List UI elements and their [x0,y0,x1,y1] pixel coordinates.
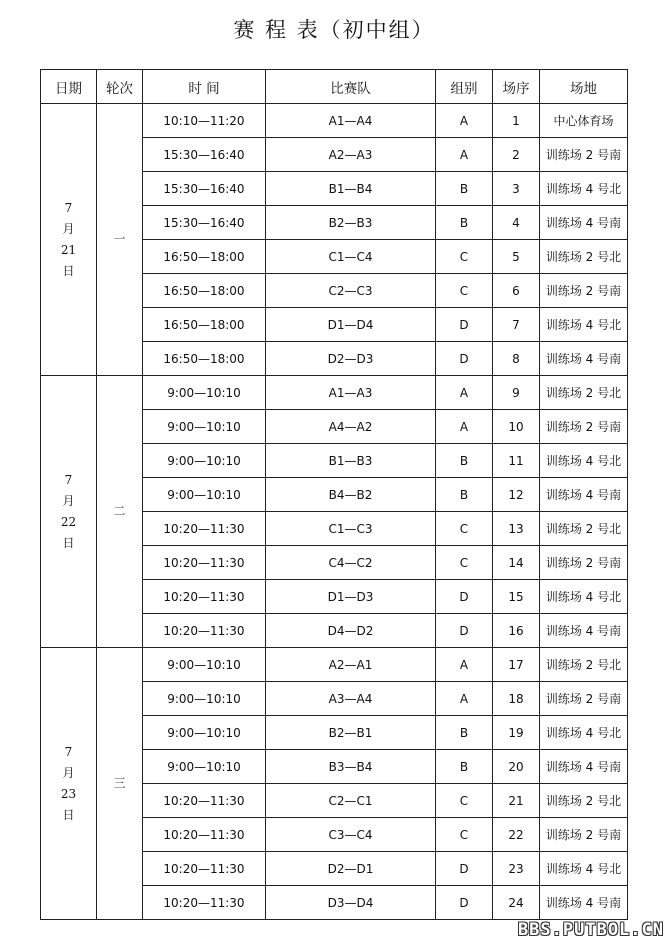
venue-cell: 训练场 2 号北 [540,376,628,410]
time-cell: 9:00—10:10 [143,682,266,716]
round-cell: 一 [97,104,143,376]
venue-cell: 训练场 2 号北 [540,512,628,546]
time-cell: 10:20—11:30 [143,580,266,614]
date-cell [41,648,97,920]
date-line: 日 [62,263,75,278]
header-round: 轮次 [97,70,143,104]
teams-cell: A2—A3 [266,138,436,172]
time-cell: 10:10—11:20 [143,104,266,138]
venue-cell: 训练场 2 号南 [540,682,628,716]
venue-cell: 训练场 4 号南 [540,206,628,240]
venue-cell: 训练场 4 号北 [540,852,628,886]
round-cell: 二 [97,376,143,648]
venue-cell: 训练场 4 号南 [540,886,628,920]
date-line: 23 [60,786,77,801]
date-cell [41,376,97,648]
group-cell: D [436,614,493,648]
venue-cell: 训练场 4 号北 [540,308,628,342]
match-no-cell: 11 [493,444,540,478]
match-no-cell: 24 [493,886,540,920]
watermark: BBS.PUTBOL.CN [517,920,664,940]
group-cell: A [436,648,493,682]
teams-cell: A2—A1 [266,648,436,682]
time-cell: 10:20—11:30 [143,546,266,580]
venue-cell: 训练场 2 号南 [540,138,628,172]
match-no-cell: 18 [493,682,540,716]
match-no-cell: 20 [493,750,540,784]
group-cell: A [436,104,493,138]
group-cell: C [436,546,493,580]
teams-cell: B1—B4 [266,172,436,206]
group-cell: C [436,818,493,852]
group-cell: B [436,750,493,784]
venue-cell: 训练场 2 号北 [540,240,628,274]
teams-cell: B4—B2 [266,478,436,512]
venue-cell: 训练场 4 号南 [540,750,628,784]
group-cell: A [436,376,493,410]
match-no-cell: 14 [493,546,540,580]
teams-cell: B3—B4 [266,750,436,784]
date-line: 22 [60,514,77,529]
header-row [41,70,628,104]
group-cell: A [436,410,493,444]
time-cell: 16:50—18:00 [143,274,266,308]
schedule-table [40,69,628,920]
group-cell: A [436,682,493,716]
header-time: 时 间 [143,70,266,104]
header-date: 日期 [41,70,97,104]
time-cell: 10:20—11:30 [143,818,266,852]
venue-cell: 训练场 2 号南 [540,274,628,308]
venue-cell: 训练场 4 号南 [540,478,628,512]
venue-cell: 训练场 2 号南 [540,546,628,580]
group-cell: D [436,342,493,376]
date-line: 月 [62,765,75,780]
teams-cell: C2—C1 [266,784,436,818]
table-row [41,104,628,138]
group-cell: B [436,444,493,478]
time-cell: 15:30—16:40 [143,206,266,240]
group-cell: C [436,274,493,308]
date-line: 7 [64,200,73,215]
round-cell: 三 [97,648,143,920]
date-line: 日 [62,807,75,822]
teams-cell: C1—C4 [266,240,436,274]
group-cell: D [436,852,493,886]
teams-cell: A1—A4 [266,104,436,138]
match-no-cell: 9 [493,376,540,410]
group-cell: B [436,206,493,240]
match-no-cell: 4 [493,206,540,240]
match-no-cell: 8 [493,342,540,376]
teams-cell: D1—D3 [266,580,436,614]
group-cell: C [436,512,493,546]
venue-cell: 训练场 2 号北 [540,784,628,818]
group-cell: D [436,886,493,920]
header-match-no: 场序 [493,70,540,104]
group-cell: C [436,784,493,818]
match-no-cell: 22 [493,818,540,852]
time-cell: 9:00—10:10 [143,478,266,512]
teams-cell: B2—B3 [266,206,436,240]
time-cell: 10:20—11:30 [143,852,266,886]
time-cell: 9:00—10:10 [143,376,266,410]
header-venue: 场地 [540,70,628,104]
match-no-cell: 2 [493,138,540,172]
venue-cell: 训练场 4 号北 [540,580,628,614]
time-cell: 9:00—10:10 [143,716,266,750]
date-line: 日 [62,535,75,550]
schedule-body [41,104,628,920]
date-line: 7 [64,472,73,487]
teams-cell: D2—D1 [266,852,436,886]
match-no-cell: 10 [493,410,540,444]
date-line: 21 [60,242,77,257]
time-cell: 15:30—16:40 [143,172,266,206]
teams-cell: D2—D3 [266,342,436,376]
venue-cell: 训练场 2 号南 [540,410,628,444]
group-cell: B [436,716,493,750]
match-no-cell: 21 [493,784,540,818]
match-no-cell: 15 [493,580,540,614]
venue-cell: 训练场 4 号北 [540,172,628,206]
date-line: 月 [62,493,75,508]
group-cell: B [436,172,493,206]
time-cell: 10:20—11:30 [143,512,266,546]
match-no-cell: 7 [493,308,540,342]
match-no-cell: 6 [493,274,540,308]
group-cell: B [436,478,493,512]
match-no-cell: 5 [493,240,540,274]
group-cell: D [436,308,493,342]
date-cell [41,104,97,376]
venue-cell: 训练场 2 号南 [540,818,628,852]
teams-cell: D1—D4 [266,308,436,342]
venue-cell: 训练场 4 号北 [540,716,628,750]
time-cell: 9:00—10:10 [143,410,266,444]
match-no-cell: 1 [493,104,540,138]
time-cell: 9:00—10:10 [143,444,266,478]
time-cell: 16:50—18:00 [143,240,266,274]
date-line: 7 [64,744,73,759]
teams-cell: C2—C3 [266,274,436,308]
time-cell: 10:20—11:30 [143,886,266,920]
teams-cell: B1—B3 [266,444,436,478]
page-title: 赛 程 表（初中组） [233,18,435,42]
teams-cell: B2—B1 [266,716,436,750]
group-cell: C [436,240,493,274]
group-cell: D [436,580,493,614]
match-no-cell: 17 [493,648,540,682]
venue-cell: 中心体育场 [540,104,628,138]
teams-cell: D3—D4 [266,886,436,920]
teams-cell: A4—A2 [266,410,436,444]
match-no-cell: 3 [493,172,540,206]
venue-cell: 训练场 2 号北 [540,648,628,682]
time-cell: 9:00—10:10 [143,648,266,682]
venue-cell: 训练场 4 号南 [540,342,628,376]
teams-cell: C1—C3 [266,512,436,546]
match-no-cell: 12 [493,478,540,512]
match-no-cell: 16 [493,614,540,648]
time-cell: 16:50—18:00 [143,342,266,376]
teams-cell: D4—D2 [266,614,436,648]
venue-cell: 训练场 4 号南 [540,614,628,648]
teams-cell: A1—A3 [266,376,436,410]
match-no-cell: 19 [493,716,540,750]
match-no-cell: 13 [493,512,540,546]
time-cell: 9:00—10:10 [143,750,266,784]
table-row [41,376,628,410]
time-cell: 10:20—11:30 [143,784,266,818]
venue-cell: 训练场 4 号北 [540,444,628,478]
teams-cell: C3—C4 [266,818,436,852]
header-group: 组别 [436,70,493,104]
time-cell: 16:50—18:00 [143,308,266,342]
table-row [41,648,628,682]
time-cell: 10:20—11:30 [143,614,266,648]
teams-cell: C4—C2 [266,546,436,580]
header-teams: 比赛队 [266,70,436,104]
time-cell: 15:30—16:40 [143,138,266,172]
teams-cell: A3—A4 [266,682,436,716]
date-line: 月 [62,221,75,236]
group-cell: A [436,138,493,172]
match-no-cell: 23 [493,852,540,886]
